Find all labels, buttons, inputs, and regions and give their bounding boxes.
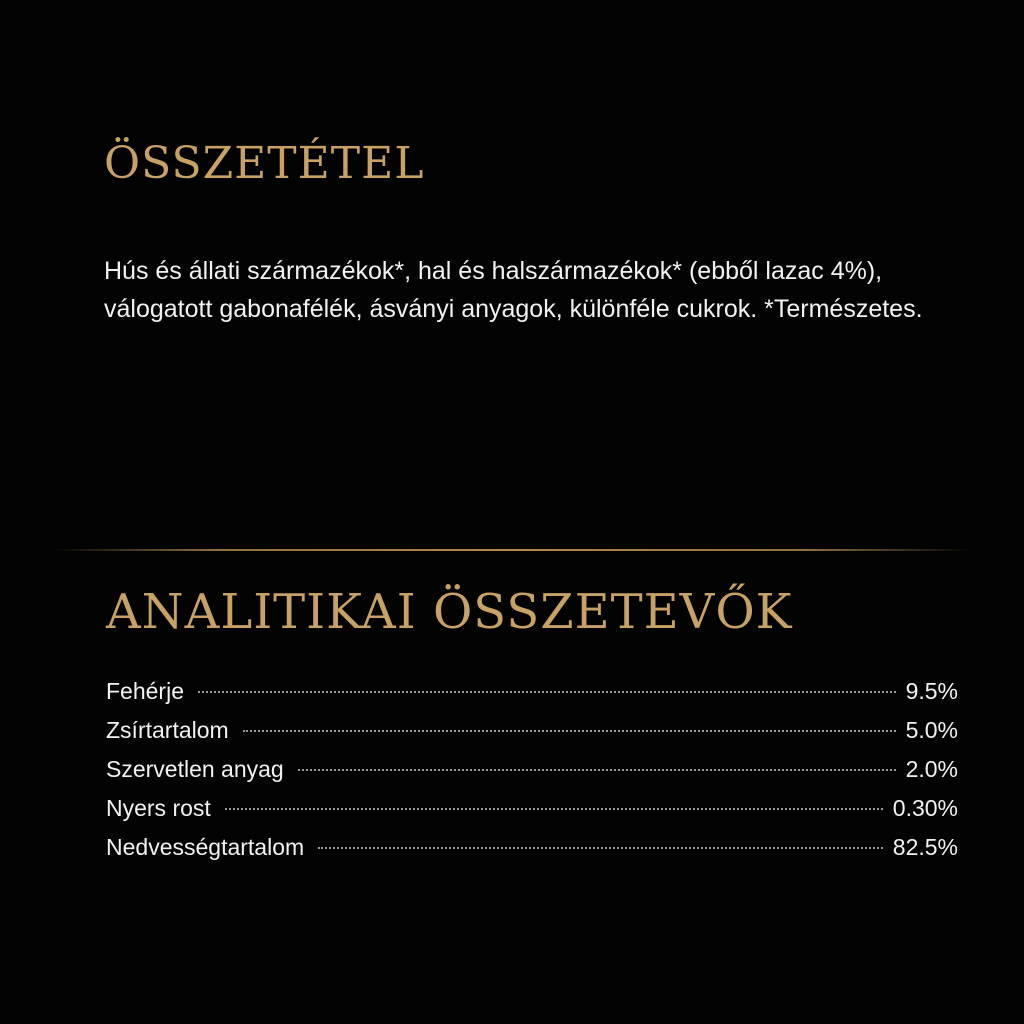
analysis-row-ash xyxy=(106,750,958,789)
analysis-row-moisture xyxy=(106,828,958,867)
dot-leader xyxy=(298,769,896,771)
analysis-row-fat xyxy=(106,711,958,750)
analysis-value: 0.30% xyxy=(892,795,958,821)
analytical-table xyxy=(106,672,958,867)
analysis-name: Szervetlen anyag xyxy=(106,756,284,782)
analysis-value: 9.5% xyxy=(905,678,958,704)
analysis-value: 82.5% xyxy=(892,834,958,860)
dot-leader xyxy=(225,808,883,810)
analysis-value: 5.0% xyxy=(905,717,958,743)
analysis-row-protein xyxy=(106,672,958,711)
analysis-name: Nyers rost xyxy=(106,795,211,821)
analysis-name: Zsírtartalom xyxy=(106,717,229,743)
analysis-name: Fehérje xyxy=(106,678,184,704)
dot-leader xyxy=(318,847,883,849)
dot-leader xyxy=(198,691,896,693)
analysis-name: Nedvességtartalom xyxy=(106,834,305,860)
analysis-row-fibre xyxy=(106,789,958,828)
composition-title: ÖSSZETÉTEL xyxy=(104,138,425,189)
section-divider xyxy=(52,549,972,551)
analysis-value: 2.0% xyxy=(905,756,958,782)
dot-leader xyxy=(243,730,896,732)
composition-text: Hús és állati származékok*, hal és halszármazékok* (ebből lazac 4%), válogatott gabonafélék, ásványi anyagok, különféle cukrok. *Természetes. xyxy=(104,257,923,323)
analytical-title: ANALITIKAI ÖSSZETEVŐK xyxy=(106,584,793,640)
